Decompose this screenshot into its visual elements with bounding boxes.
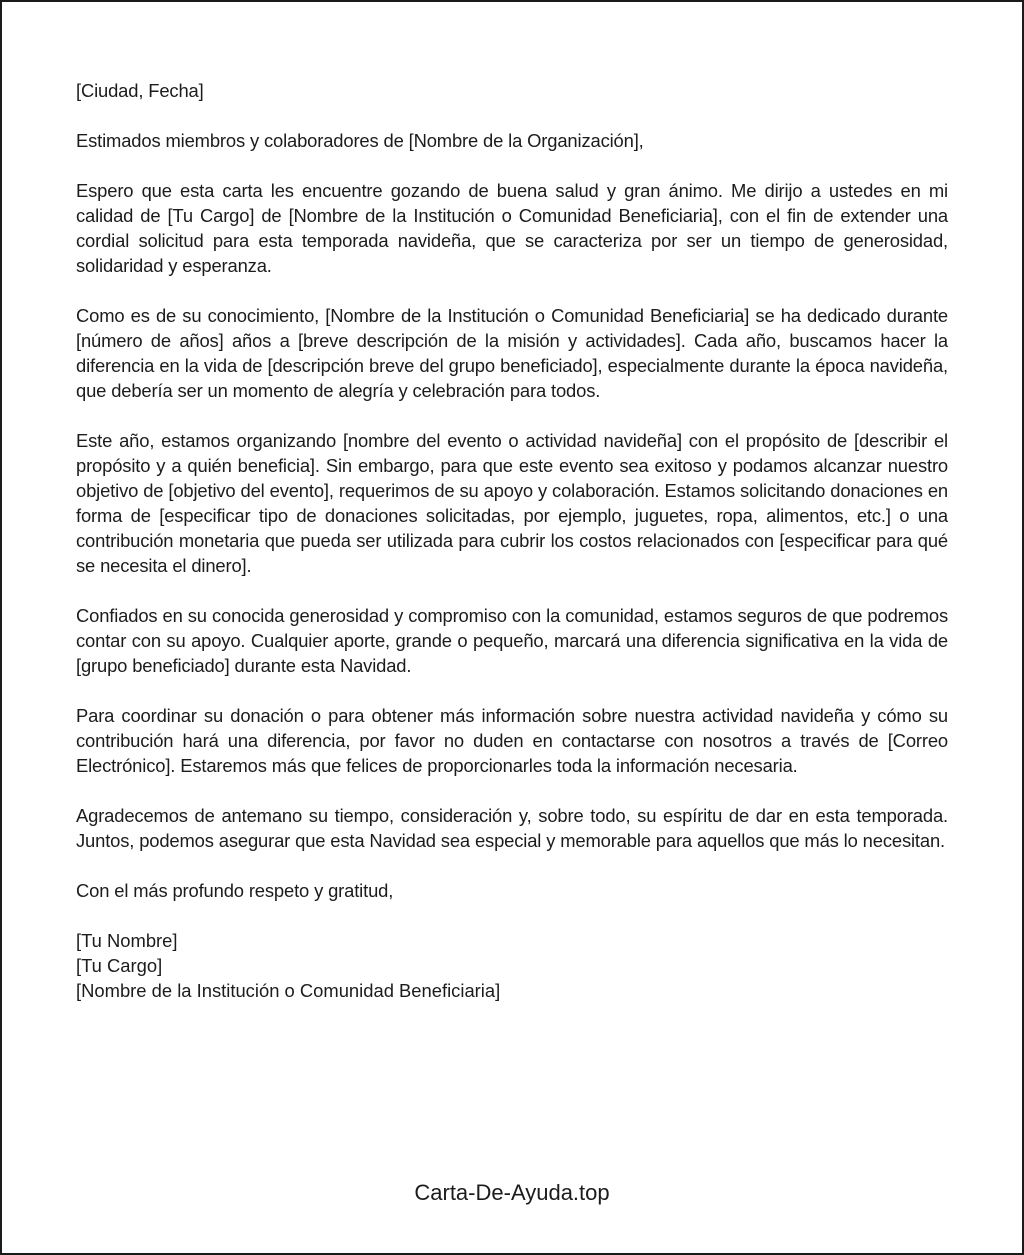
paragraph-thanks: Agradecemos de antemano su tiempo, consideración y, sobre todo, su espíritu de dar en esta temporada. Juntos, podemos asegurar que esta Navidad sea especial y memorable para aquellos que más lo necesitan. (76, 805, 948, 851)
greeting: Estimados miembros y colaboradores de [Nombre de la Organización], (76, 130, 644, 151)
signature-institution: [Nombre de la Institución o Comunidad Beneficiaria] (76, 980, 501, 1001)
paragraph-contact: Para coordinar su donación o para obtener más información sobre nuestra actividad navideña y cómo su contribución hará una diferencia, por favor no duden en contactarse con nosotros a través de [Correo Electrónico]. Estaremos más que felices de proporcionarles toda la información necesaria. (76, 705, 948, 776)
signature-block (76, 928, 948, 1003)
paragraph-event-request: Este año, estamos organizando [nombre del evento o actividad navideña] con el propósito de [describir el propósito y a quién beneficia]. Sin embargo, para que este evento sea exitoso y podamos alcanzar nuestro objetivo de [objetivo del evento], requerimos de su apoyo y colaboración. Estamos solicitando donaciones en forma de [especificar tipo de donaciones solicitadas, por ejemplo, juguetes, ropa, alimentos, etc.] o una contribución monetaria que pueda ser utilizada para cubrir los costos relacionados con [especificar para qué se necesita el dinero]. (76, 430, 948, 576)
paragraph-intro: Espero que esta carta les encuentre gozando de buena salud y gran ánimo. Me dirijo a ustedes en mi calidad de [Tu Cargo] de [Nombre de la Institución o Comunidad Beneficiaria], con el fin de extender una cordial solicitud para esta temporada navideña, que se caracteriza por ser un tiempo de generosidad, solidaridad y esperanza. (76, 180, 948, 276)
paragraph-background: Como es de su conocimiento, [Nombre de la Institución o Comunidad Beneficiaria] se ha dedicado durante [número de años] años a [breve descripción de la misión y actividades]. Cada año, buscamos hacer la diferencia en la vida de [descripción breve del grupo beneficiado], especialmente durante la época navideña, que debería ser un momento de alegría y celebración para todos. (76, 305, 948, 401)
place-date: [Ciudad, Fecha] (76, 80, 204, 101)
footer-site-name: Carta-De-Ayuda.top (414, 1180, 610, 1205)
paragraph-confidence: Confiados en su conocida generosidad y compromiso con la comunidad, estamos seguros de que podremos contar con su apoyo. Cualquier aporte, grande o pequeño, marcará una diferencia significativa en la vida de [grupo beneficiado] durante esta Navidad. (76, 605, 948, 676)
signature-position: [Tu Cargo] (76, 955, 163, 976)
signature-name: [Tu Nombre] (76, 930, 178, 951)
letter-body (76, 78, 948, 1003)
closing: Con el más profundo respeto y gratitud, (76, 880, 394, 901)
